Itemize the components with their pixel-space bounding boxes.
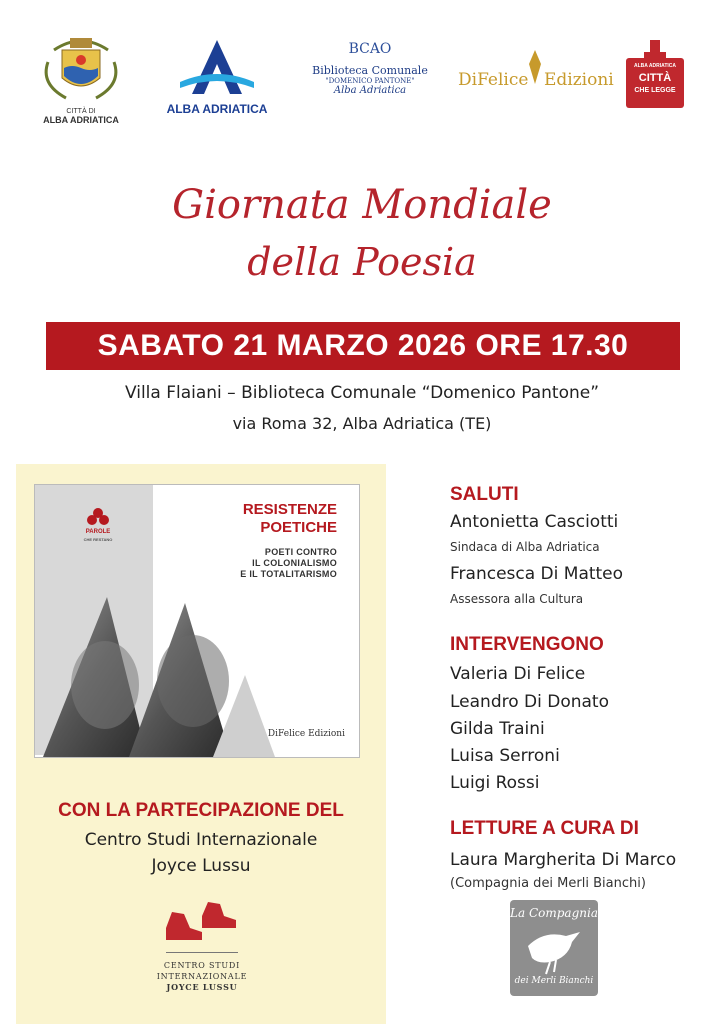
biblioteca-label-2: "DOMENICO PANTONE"	[325, 77, 415, 85]
citta-legge-label-3: CHE LEGGE	[634, 87, 676, 94]
alba-a-icon	[158, 38, 276, 96]
jl-logo-line3: JOYCE LUSSU	[166, 982, 238, 992]
venue-line1: Villa Flaiani – Biblioteca Comunale “Domenico Pantone”	[124, 383, 600, 403]
biblioteca-label-3: Alba Adriatica	[333, 85, 407, 96]
joyce-lussu-logo-text	[140, 960, 264, 993]
merli-logo-top: La Compagnia	[510, 906, 598, 920]
book-series-line1: PAROLE	[85, 529, 111, 535]
speaker-4: Luisa Serroni	[450, 746, 560, 766]
alba-adriatica-label: ALBA ADRIATICA	[166, 102, 268, 116]
book-subtitle-line2: IL COLONIALISMO	[252, 558, 337, 568]
page-title-line1: Giornata Mondiale	[172, 182, 552, 228]
merli-bianchi-logo	[510, 900, 598, 996]
letture-heading: LETTURE A CURA DI	[450, 818, 639, 839]
saluti-role-1: Sindaca di Alba Adriatica	[450, 540, 600, 554]
biblioteca-logo	[306, 34, 434, 116]
merli-logo-bottom: dei Merli Bianchi	[514, 976, 594, 986]
saluti-heading: SALUTI	[450, 484, 519, 505]
book-title-line1: RESISTENZE	[242, 501, 337, 518]
citta-legge-label-2: CITTÀ	[638, 72, 672, 84]
saluti-name-1: Antonietta Casciotti	[450, 512, 619, 532]
venue-line2: via Roma 32, Alba Adriatica (TE)	[232, 414, 492, 433]
alba-comune-label-2: ALBA ADRIATICA	[43, 115, 119, 125]
biblioteca-label-1: Biblioteca Comunale	[312, 64, 428, 77]
speaker-1: Valeria Di Felice	[450, 664, 586, 684]
participation-line1: Centro Studi Internazionale	[84, 830, 318, 850]
speaker-3: Gilda Traini	[450, 719, 545, 739]
book-series	[83, 529, 113, 543]
date-banner: SABATO 21 MARZO 2026 ORE 17.30	[46, 322, 680, 370]
speaker-2: Leandro Di Donato	[450, 692, 610, 712]
intervengono-heading: INTERVENGONO	[450, 634, 604, 655]
alba-comune-crest-logo	[36, 32, 126, 125]
alba-comune-label-1: CITTÀ DI	[66, 108, 96, 115]
red-shoes-icon	[162, 898, 240, 944]
letture-role: (Compagnia dei Merli Bianchi)	[450, 876, 646, 891]
pen-nib-icon	[527, 50, 543, 84]
biblioteca-monogram: BCAO	[348, 41, 392, 57]
crest-icon	[36, 32, 126, 102]
alba-adriatica-logo	[158, 38, 276, 116]
difelice-edizioni-logo	[456, 48, 614, 100]
page-title-line2: della Poesia	[247, 240, 477, 284]
difelice-label-b: Edizioni	[544, 70, 614, 90]
speaker-5: Luigi Rossi	[450, 773, 540, 793]
flower-icon	[87, 507, 109, 529]
book-title	[243, 501, 337, 537]
jl-logo-line1: CENTRO STUDI	[163, 961, 241, 970]
book-subtitle-line1: POETI CONTRO	[264, 547, 337, 557]
difelice-label-a: DiFelice	[458, 70, 529, 90]
book-title-line2: POETICHE	[260, 519, 337, 536]
book-publisher: DiFelice Edizioni	[267, 729, 345, 739]
saluti-role-2: Assessora alla Cultura	[450, 592, 584, 606]
book-subtitle	[240, 547, 337, 580]
divider	[166, 952, 238, 953]
citta-legge-label-1: ALBA ADRIATICA	[633, 63, 677, 69]
book-cover	[34, 484, 360, 758]
letture-name: Laura Margherita Di Marco	[450, 850, 677, 870]
book-subtitle-line3: E IL TOTALITARISMO	[240, 569, 337, 579]
citta-che-legge-logo	[620, 38, 690, 110]
saluti-name-2: Francesca Di Matteo	[450, 564, 624, 584]
participation-heading: CON LA PARTECIPAZIONE DEL	[58, 800, 344, 821]
book-series-line2: CHE RESTANO	[83, 537, 113, 542]
jl-logo-line2: INTERNAZIONALE	[156, 972, 248, 981]
participation-line2: Joyce Lussu	[151, 856, 251, 876]
